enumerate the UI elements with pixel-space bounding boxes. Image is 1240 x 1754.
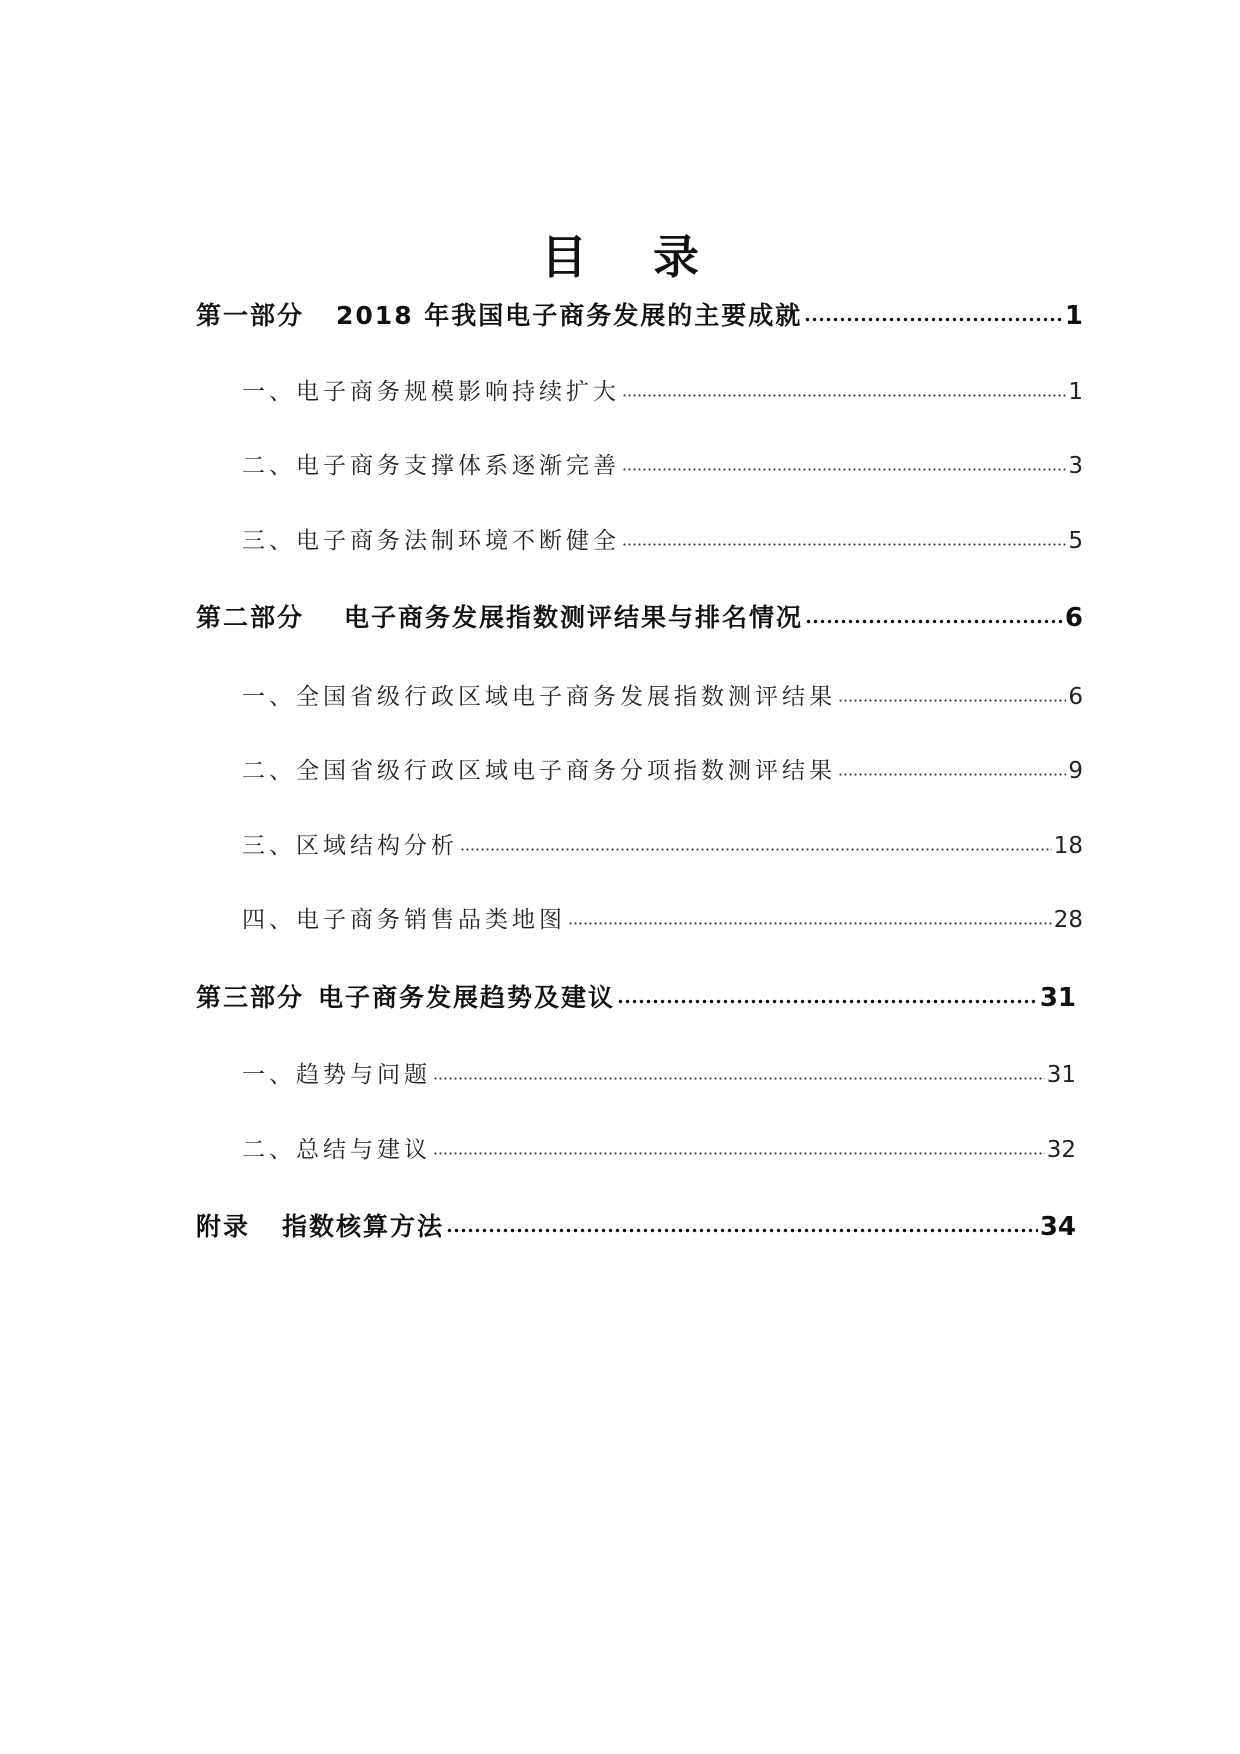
toc-page-number: 18 xyxy=(1053,833,1083,859)
toc-page-number: 6 xyxy=(1064,603,1083,633)
toc-entry-2-3[interactable] xyxy=(242,826,1083,866)
toc-page-number: 3 xyxy=(1068,453,1083,479)
toc-entry-2-4[interactable] xyxy=(242,900,1083,940)
toc-entry-label: 第二部分 电子商务发展指数测评结果与排名情况 xyxy=(196,603,804,632)
toc-entry-label: 一、趋势与问题 xyxy=(242,1062,431,1088)
dot-leader xyxy=(838,768,1066,780)
toc-page-number: 31 xyxy=(1046,1062,1076,1088)
toc-page-number: 31 xyxy=(1039,983,1076,1013)
toc-entry-part-3[interactable] xyxy=(196,978,1076,1018)
toc-entry-part-1[interactable] xyxy=(196,296,1083,336)
dot-leader xyxy=(433,1072,1045,1084)
toc-page-number: 1 xyxy=(1068,379,1083,405)
dot-leader xyxy=(446,1224,1038,1236)
toc-page-number: 1 xyxy=(1064,301,1083,331)
toc-entry-label: 第三部分 电子商务发展趋势及建议 xyxy=(196,983,616,1012)
dot-leader xyxy=(617,995,1038,1007)
dot-leader xyxy=(568,917,1052,929)
dot-leader xyxy=(804,313,1063,325)
toc-entry-label: 二、总结与建议 xyxy=(242,1137,431,1163)
dot-leader xyxy=(622,538,1066,550)
toc-entry-3-2[interactable] xyxy=(242,1130,1076,1170)
dot-leader xyxy=(622,463,1066,475)
toc-entry-label: 第一部分 2018 年我国电子商务发展的主要成就 xyxy=(196,301,803,330)
toc-entry-label: 附录 指数核算方法 xyxy=(196,1212,445,1241)
toc-entry-1-2[interactable] xyxy=(242,446,1083,486)
dot-leader xyxy=(622,389,1066,401)
dot-leader xyxy=(805,615,1063,627)
toc-entry-2-2[interactable] xyxy=(242,751,1083,791)
toc-entry-label: 三、区域结构分析 xyxy=(242,833,458,859)
toc-entry-label: 三、电子商务法制环境不断健全 xyxy=(242,528,620,554)
toc-entry-2-1[interactable] xyxy=(242,677,1083,717)
toc-page-number: 32 xyxy=(1046,1137,1076,1163)
toc-page-number: 9 xyxy=(1068,758,1083,784)
title-char-1: 目 xyxy=(541,229,587,284)
toc-entry-label: 一、全国省级行政区域电子商务发展指数测评结果 xyxy=(242,684,836,710)
toc-entry-label: 四、电子商务销售品类地图 xyxy=(242,907,566,933)
toc-page-number: 6 xyxy=(1068,684,1083,710)
toc-entry-appendix[interactable] xyxy=(196,1207,1076,1247)
toc-page-number: 28 xyxy=(1053,907,1083,933)
toc-entry-1-3[interactable] xyxy=(242,521,1083,561)
toc-entry-label: 二、电子商务支撑体系逐渐完善 xyxy=(242,453,620,479)
toc-entry-3-1[interactable] xyxy=(242,1055,1076,1095)
dot-leader xyxy=(460,843,1052,855)
title-char-2: 录 xyxy=(653,229,699,284)
toc-entry-1-1[interactable] xyxy=(242,372,1083,412)
toc-entry-label: 二、全国省级行政区域电子商务分项指数测评结果 xyxy=(242,758,836,784)
toc-page-number: 5 xyxy=(1068,528,1083,554)
toc-entry-part-2[interactable] xyxy=(196,598,1083,638)
toc-entry-label: 一、电子商务规模影响持续扩大 xyxy=(242,379,620,405)
dot-leader xyxy=(838,694,1066,706)
dot-leader xyxy=(433,1147,1045,1159)
toc-page-number: 34 xyxy=(1039,1212,1076,1242)
